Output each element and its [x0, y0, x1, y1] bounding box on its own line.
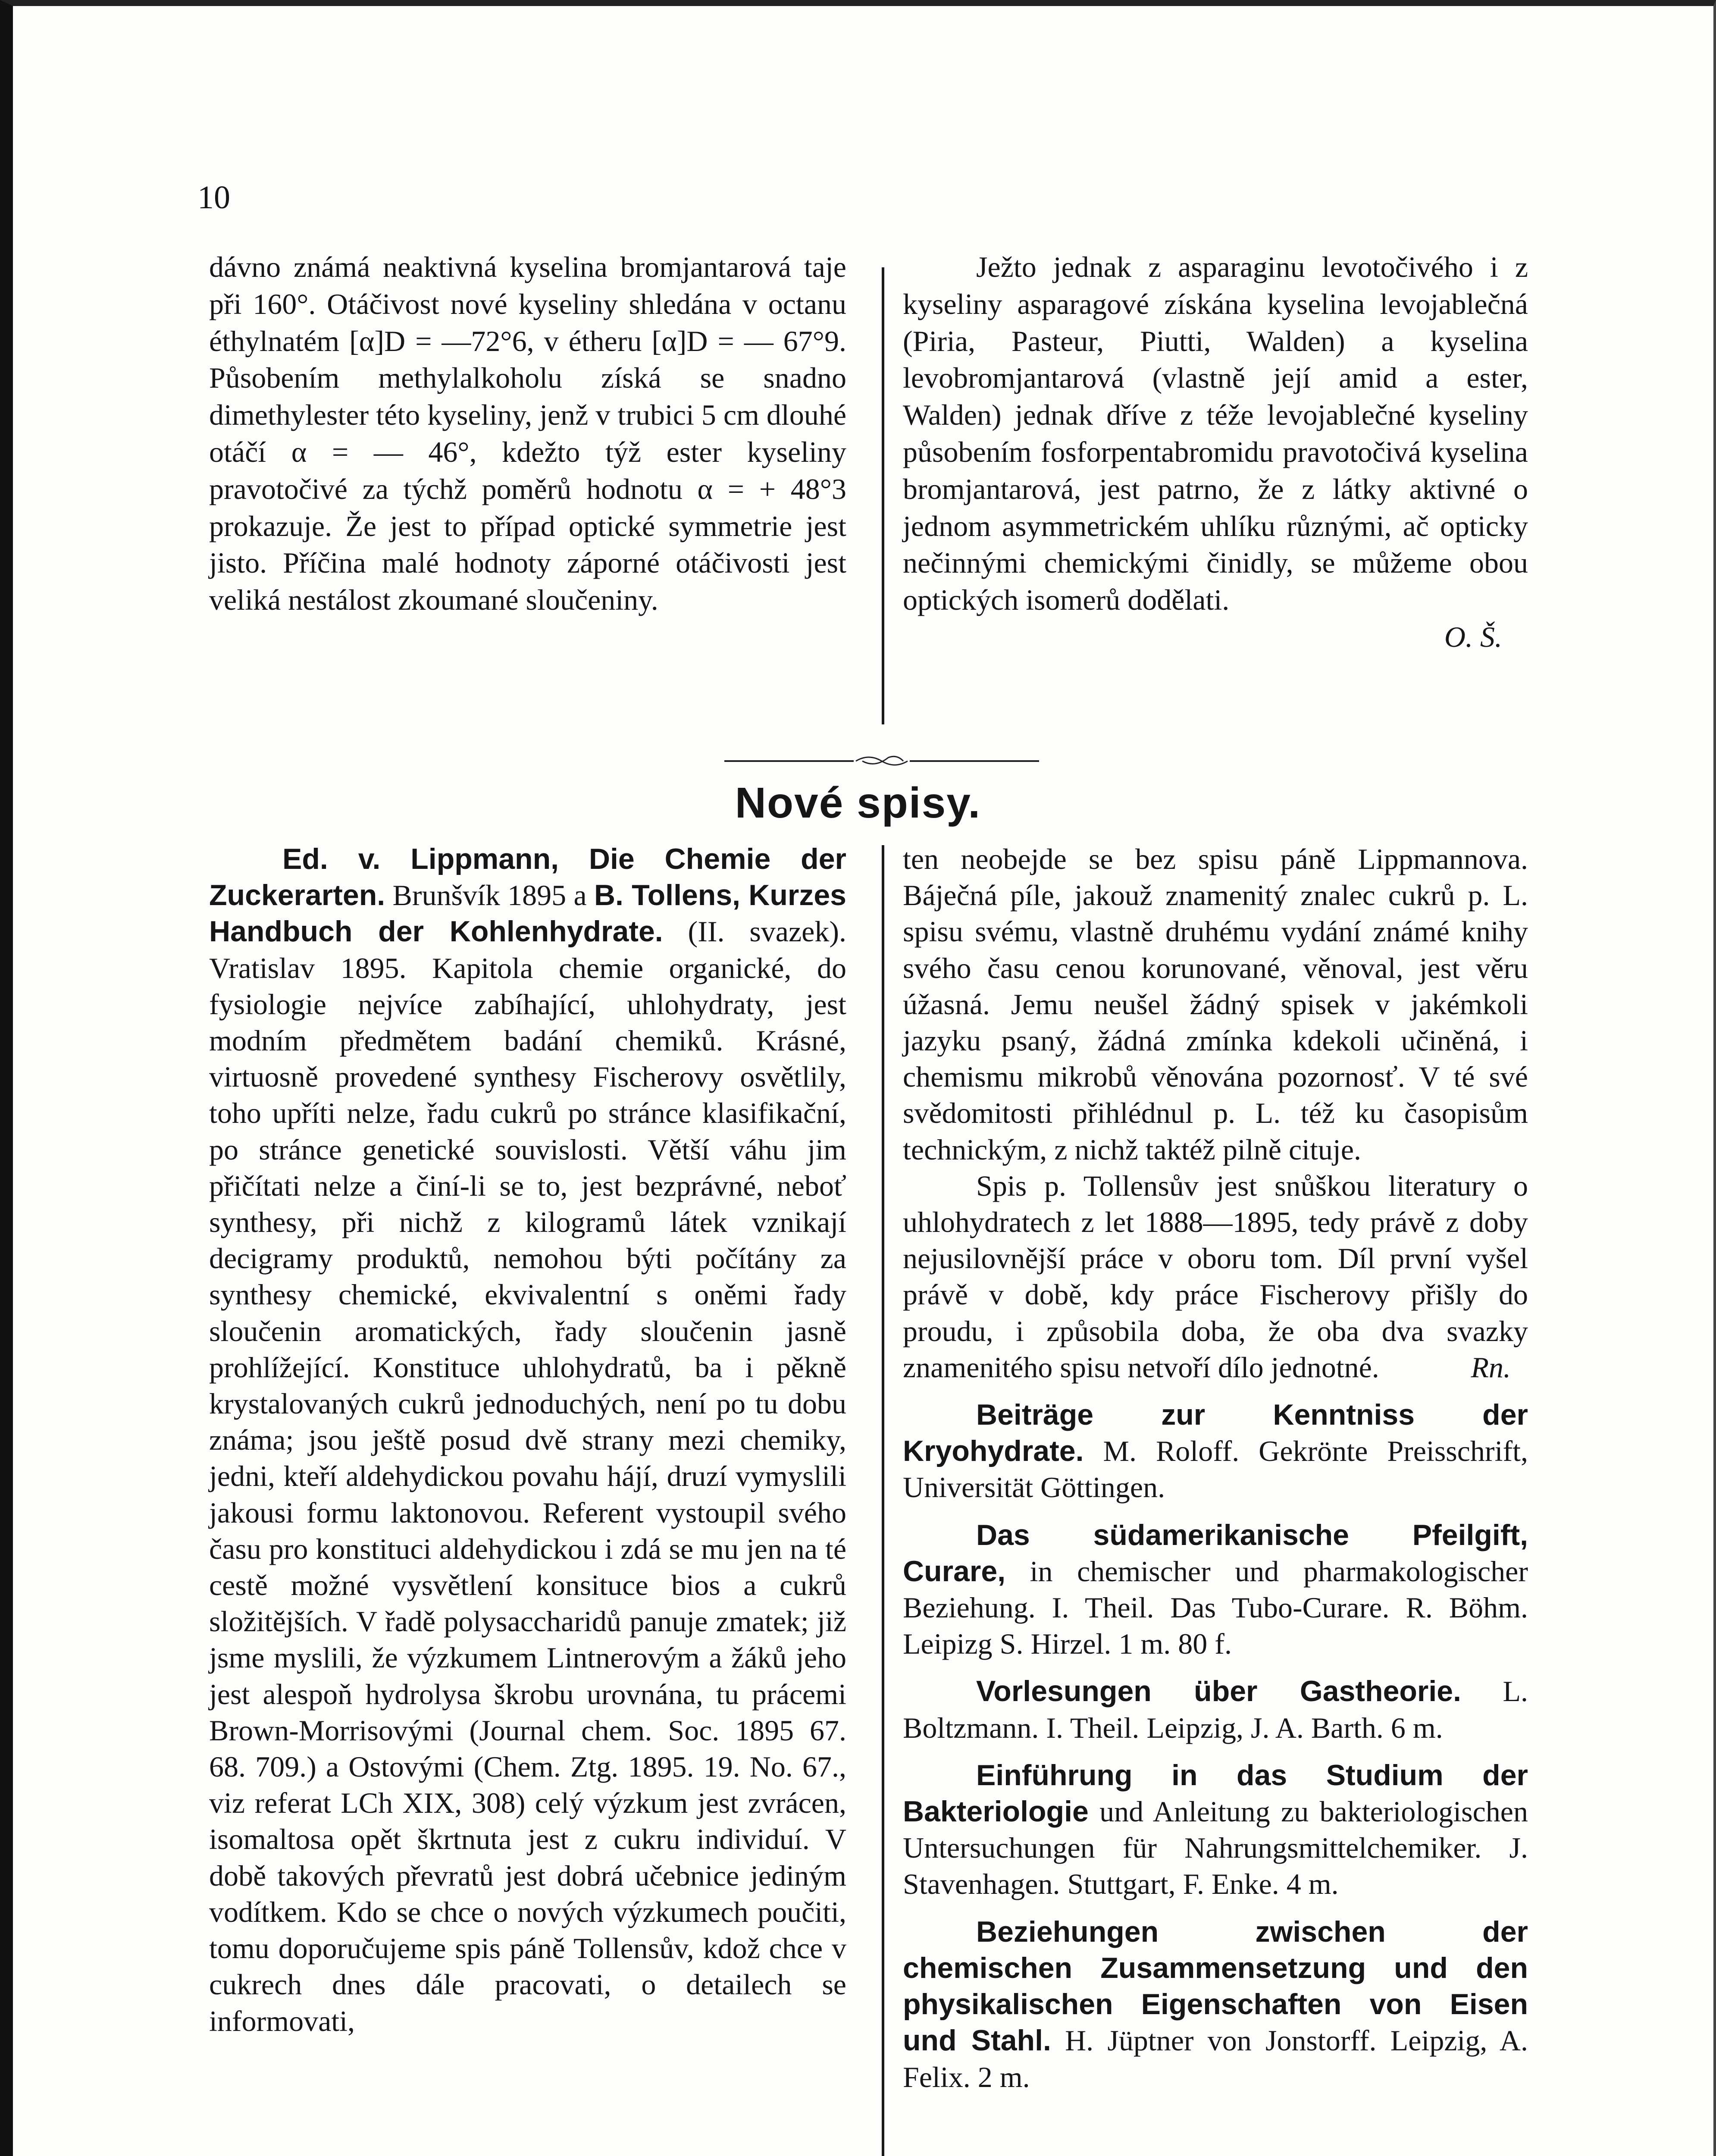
- lower-left-column: [209, 841, 846, 2156]
- book-entry: [903, 1757, 1528, 1902]
- section-separator: [724, 752, 1039, 770]
- author-signature: O. Š.: [1444, 620, 1502, 653]
- book-title: Das südamerikanische Pfeilgift, Curare,: [903, 1518, 1528, 1588]
- optical-isomers-paragraph: Ježto jednak z asparaginu levotočivého i z kyseliny asparagové získána kyselina levojablečná (Piria, Pasteur, Piutti, Walden) a kyselina levobromjantarová (vlastně její amid a ester, Walden) jednak dříve z téže levojablečné kyseliny působením fosforpentabromidu pravotočivá kyselina bromjantarová, jest patrno, že z látky aktivné o jednom asymmetrickém uhlíku různými, ač opticky nečinnými chemickými činidly, se můžeme obou optických isomerů dodělati.: [903, 251, 1528, 617]
- book-title: Beiträge zur Kenntniss der Kryohydrate.: [903, 1398, 1528, 1468]
- column-divider-lower: [882, 845, 884, 2156]
- book-entry: [903, 1517, 1528, 1662]
- book-entry: [903, 1673, 1528, 1745]
- lippmann-publication: Brunšvík 1895 a: [385, 879, 594, 912]
- book-entry: [903, 1914, 1528, 2095]
- review-signature: Rn.: [1471, 1351, 1511, 1384]
- tollens-publication: (II. svazek). Vratislav 1895.: [209, 915, 846, 984]
- top-right-column: [903, 249, 1528, 740]
- book-info: H. Jüptner von Jonstorff. Leipzig, A. Felix. 2 m.: [903, 2024, 1528, 2093]
- tollens-title: B. Tollens, Kurzes Handbuch der Kohlenhydrate.: [209, 879, 846, 948]
- book-info: M. Roloff. Gekrönte Preisschrift, Universität Göttingen.: [903, 1435, 1528, 1504]
- page-number: 10: [197, 179, 230, 216]
- lippmann-tollens-review: [209, 841, 846, 2039]
- section-title: Nové spisy.: [735, 779, 981, 827]
- review-continuation: ten neobejde se bez spisu páně Lippmannova. Báječná píle, jakouž znamenitý znalec cukrů p. L. spisu svému, vlastně druhému vydání známé knihy svého času cenou korunované, věnoval, jest věru úžasná. Jemu neušel žádný spisek v jakémkoli jazyku psaný, žádná zmínka kdekoli učiněná, i chemismu mikrobů věnována pozornosť. V té své svědomitosti přihlédnul p. L. též ku časopisům technickým, z nichž taktéž pilně cituje.: [903, 843, 1528, 1166]
- book-info: in chemischer und pharmakologischer Beziehung. I. Theil. Das Tubo-Curare. R. Böhm. Leipizg S. Hirzel. 1 m. 80 f.: [903, 1554, 1528, 1661]
- review-text: Kapitola chemie organické, do fysiologie nejvíce zabíhající, uhlohydraty, jest modním předmětem badání chemiků. Krásné, virtuosně provedené synthesy Fischerovy osvětlily, toho upříti nelze, řadu cukrů po stránce klasifikační, po stránce genetické souvislosti. Větší váhu jim přičítati nelze a činí-li se to, jest bezprávné, neboť synthesy, při nichž z kilogramů látek vznikají decigramy produktů, nemohou býti počítány za synthesy chemické, ekvivalentní s oněmi řady sloučenin aromatických, řady sloučenin jasně prohlížející. Konstituce uhlohydratů, ba i pěkně krystalovaných cukrů jednoduchých, není po tu dobu známa; jsou ještě posud dvě strany mezi chemiky, jedni, kteří aldehydickou povahu hájí, druzí vymyslili jakousi formu laktonovou. Referent vystoupil svého času pro konstituci aldehydickou i zdá se mu jen na té cestě možné vysvětlení konsituce bios a cukrů složitějších. V řadě polysaccharidů panuje zmatek; již jsme myslili, že výzkumem Lintnerovým a žáků jeho jest alespoň hydrolysa škrobu urovnána, tu prácemi Brown-Morrisovými (Journal chem. Soc. 1895 67. 68. 709.) a Ostovými (Chem. Ztg. 1895. 19. No. 67., viz referat LCh XIX, 308) celý výzkum jest zvrácen, isomaltosa opět škrtnuta jest z cukru individuí. V době takových převratů jest dobrá učebnice jediným vodítkem. Kdo se chce o nových výzkumech poučiti, tomu doporučujeme spis páně Tollensův, kdož chce v cukrech dnes dále pracovati, o detailech se informovati,: [209, 951, 846, 2037]
- book-info: L. Boltzmann. I. Theil. Leipzig, J. A. Barth. 6 m.: [903, 1675, 1528, 1744]
- book-info: und Anleitung zu bakteriologischen Untersuchungen für Nahrungsmittelchemiker. J. Stavenhagen. Stuttgart, F. Enke. 4 m.: [903, 1795, 1528, 1901]
- tollens-paragraph: Spis p. Tollensův jest snůškou literatury o uhlohydratech z let 1888—1895, tedy právě z doby nejusilovnější práce v oboru tom. Díl první vyšel právě v době, kdy práce Fischerovy přišly do proudu, i způsobila doba, že oba dva svazky znamenitého spisu netvoří dílo jednotné. Rn.: [903, 1168, 1528, 1385]
- book-title: Beziehungen zwischen der chemischen Zusammensetzung und den physikalischen Eigenschaften von Eisen und Stahl.: [903, 1915, 1528, 2057]
- lower-right-column: [903, 841, 1528, 2156]
- continued-paragraph: dávno známá neaktivná kyselina bromjantarová taje při 160°. Otáčivost nové kyseliny shledána v octanu éthylnatém [α]D = —72°6, v étheru [α]D = — 67°9. Působením methylalkoholu získá se snadno dimethylester této kyseliny, jenž v trubici 5 cm dlouhé otáčí α = — 46°, kdežto týž ester kyseliny pravotočivé za týchž poměrů hodnotu α = + 48°3 prokazuje. Že jest to případ optické symmetrie jest jisto. Příčina malé hodnoty záporné otáčivosti jest veliká nestálost zkoumané sloučeniny.: [209, 251, 847, 617]
- top-left-column: [209, 249, 846, 732]
- book-entry: [903, 1397, 1528, 1506]
- book-title: Vorlesungen über Gastheorie.: [976, 1675, 1461, 1708]
- lippmann-title: Ed. v. Lippmann, Die Chemie der Zuckerarten.: [209, 843, 846, 912]
- book-title: Einführung in das Studium der Bakteriologie: [903, 1758, 1528, 1828]
- column-divider-top: [882, 267, 884, 724]
